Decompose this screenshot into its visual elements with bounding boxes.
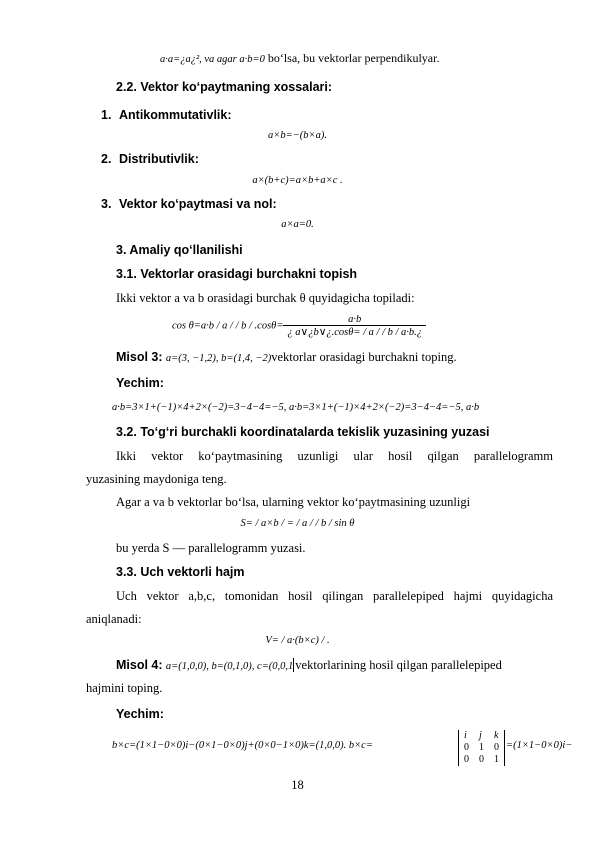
list-item-nol xyxy=(101,197,277,211)
list-number: 3. xyxy=(101,197,112,211)
matrix-cell: 0 xyxy=(479,754,484,765)
list-number: 1. xyxy=(101,108,112,122)
intro-text: bo‘lsa, bu vektorlar perpendikulyar. xyxy=(264,51,440,65)
solution-label-3: Yechim: xyxy=(116,376,164,390)
section-heading-3: 3. Amaliy qo‘llanilishi xyxy=(116,243,243,257)
paragraph-3-1: Ikki vektor a va b orasidagi burchak θ quyidagicha topiladi: xyxy=(116,291,415,305)
cos-numerator: a·b xyxy=(348,314,362,325)
matrix-cell: 0 xyxy=(464,754,469,765)
matrix-cell: 1 xyxy=(479,742,484,753)
matrix-cell: j xyxy=(479,730,482,741)
volume-formula: V= / a·(b×c) / . xyxy=(265,635,330,646)
formula-nol: a×a=0. xyxy=(281,219,314,230)
matrix-cell: 1 xyxy=(494,754,499,765)
example-3-vectors: a=(3, −1,2), b=(1,4, −2) xyxy=(165,353,272,364)
list-label: Distributivlik: xyxy=(119,152,199,166)
cos-formula-left: cos θ=a·b / a / / b / .cosθ= xyxy=(172,320,284,332)
solution-label-4: Yechim: xyxy=(116,707,164,721)
example-3 xyxy=(116,350,457,365)
page-number: 18 xyxy=(291,778,304,792)
paragraph-3-2-line3: Agar a va b vektorlar bo‘lsa, ularning vektor ko‘paytmasining uzunligi xyxy=(116,495,471,509)
list-number: 2. xyxy=(101,152,112,166)
formula-antikommutativ: a×b=−(b×a). xyxy=(268,130,327,141)
intro-line xyxy=(160,51,439,66)
paragraph-3-3-line1: Uch vektor a,b,c, tomonidan hosil qilingan parallelepiped hajmi quyidagicha xyxy=(116,589,553,603)
example-4-vectors: a=(1,0,0), b=(0,1,0), c=(0,0,1 xyxy=(165,661,294,672)
solution-4-left: b×c=(1×1−0×0)i−(0×1−0×0)j+(0×0−1×0)k=(1,0,0). b×c= xyxy=(112,740,373,751)
paragraph-3-2-line1: Ikki vektor ko‘paytmasining uzunligi ular hosil qilgan parallelogramm xyxy=(116,449,553,463)
formula-distributiv: a×(b+c)=a×b+a×c . xyxy=(252,175,343,186)
area-formula: S= / a×b / = / a / / b / sin θ xyxy=(240,518,355,529)
paragraph-3-2-line2: yuzasining maydoniga teng. xyxy=(86,472,227,486)
example-3-text: vektorlar orasidagi burchakni toping. xyxy=(271,350,457,364)
section-heading-3-2: 3.2. To‘g‘ri burchakli koordinatalarda tekislik yuzasining yuzasi xyxy=(116,425,490,439)
example-3-label: Misol 3: xyxy=(116,350,163,364)
solution-4-right: =(1×1−0×0)i− xyxy=(506,740,573,751)
section-heading-3-3: 3.3. Uch vektorli hajm xyxy=(116,565,245,579)
section-heading-3-1: 3.1. Vektorlar orasidagi burchakni topish xyxy=(116,267,358,281)
example-4-text-cont: hajmini toping. xyxy=(86,681,163,695)
list-item-distributivlik xyxy=(101,152,199,166)
determinant-matrix xyxy=(458,730,505,766)
list-label: Antikommutativlik: xyxy=(119,108,232,122)
cos-fraction xyxy=(283,314,426,338)
paragraph-3-3-line2: aniqlanadi: xyxy=(86,612,142,626)
matrix-cell: 0 xyxy=(464,742,469,753)
matrix-cell: 0 xyxy=(494,742,499,753)
list-item-antikommutativlik xyxy=(101,108,232,122)
list-label: Vektor ko‘paytmasi va nol: xyxy=(119,197,277,211)
cos-denominator: ¿ a∨¿b∨¿.cosθ= / a / / b / a·b.¿ xyxy=(283,325,426,338)
example-4 xyxy=(116,658,502,673)
dot-product-formula: a·a=¿a¿², va agar a·b=0 xyxy=(160,54,265,65)
solution-3-formula: a·b=3×1+(−1)×4+2×(−2)=3−4−4=−5, a·b=3×1+(−1)×4+2×(−2)=3−4−4=−5, a·b xyxy=(112,402,480,413)
matrix-cell: i xyxy=(464,730,467,741)
cos-formula xyxy=(172,314,426,338)
section-heading-2-2: 2.2. Vektor ko‘paytmaning xossalari: xyxy=(116,80,333,94)
example-4-text: vektorlarining hosil qilgan parallelepiped xyxy=(295,658,502,672)
paragraph-3-2-line4: bu yerda S — parallelogramm yuzasi. xyxy=(116,541,306,555)
example-4-label: Misol 4: xyxy=(116,658,163,672)
matrix-cell: k xyxy=(494,730,499,741)
